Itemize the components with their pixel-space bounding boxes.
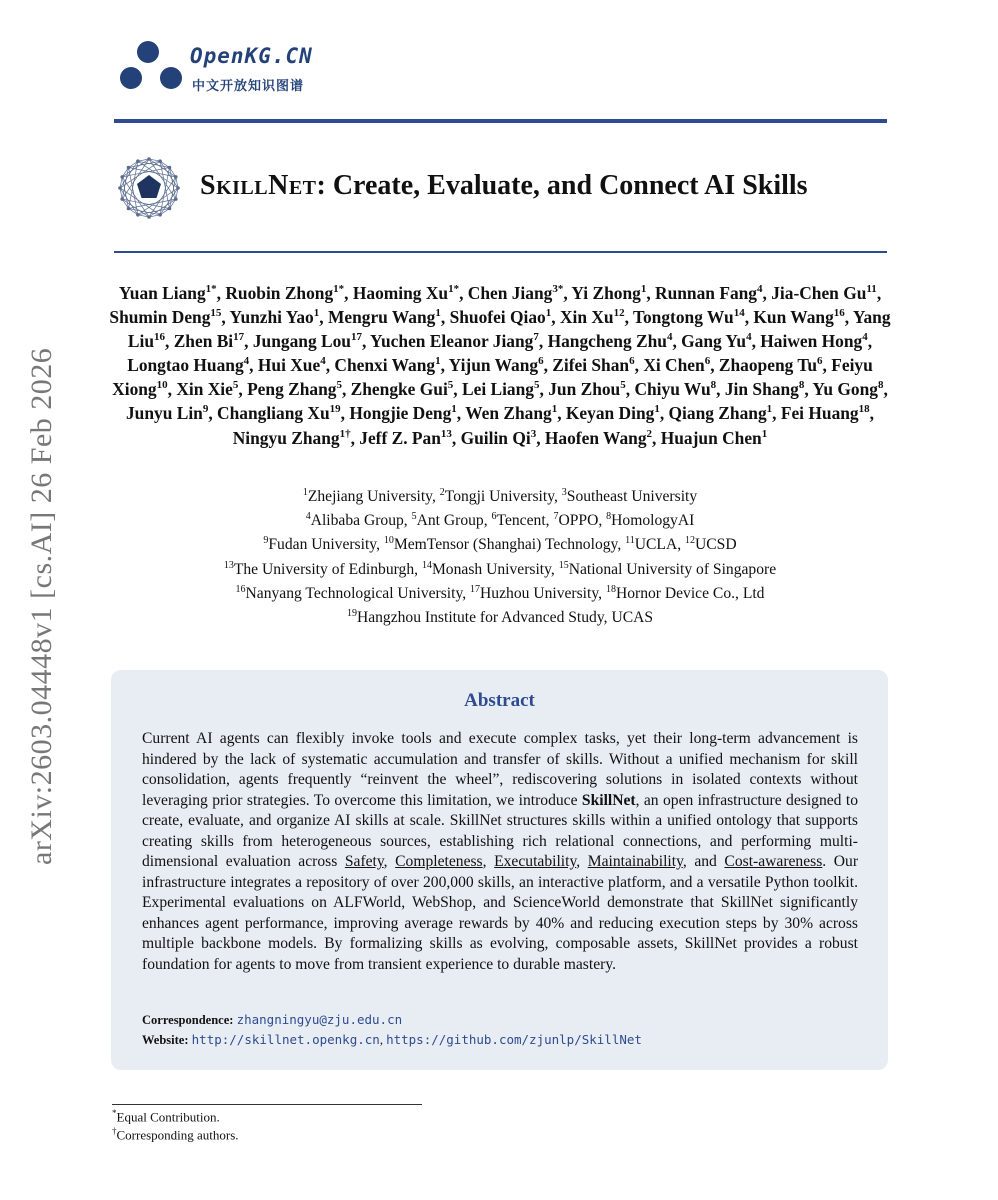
author-name: Wen Zhang (465, 403, 552, 424)
dim-safety: Safety (344, 853, 384, 870)
affiliation-name: OPPO (558, 512, 599, 530)
author-affiliation-mark: 1 (435, 307, 441, 320)
author-name: Mengru Wang (327, 307, 436, 328)
affiliation-line (110, 606, 890, 630)
author-affiliation-mark: 3* (552, 283, 564, 296)
affiliation-name: HomologyAI (611, 512, 695, 530)
author-affiliation-mark: 8 (877, 379, 884, 392)
author-name: Lei Liang (462, 379, 534, 400)
website-link-2[interactable]: https://github.com/zjunlp/SkillNet (386, 1032, 642, 1047)
author-name: Zhen Bi (173, 331, 234, 352)
author-affiliation-mark: 10 (156, 379, 168, 392)
author-name: Yang Liu (127, 307, 891, 352)
affiliation-name: Hangzhou Institute for Advanced Study, UCAS (356, 609, 654, 627)
affiliation-mark: 17 (470, 583, 481, 595)
author-affiliation-mark: 14 (733, 307, 745, 320)
author-name: Yi Zhong (571, 283, 641, 303)
author-name: Yuchen Eleanor Jiang (370, 331, 534, 352)
author-name: Yijun Wang (448, 355, 539, 376)
website-link-1[interactable]: http://skillnet.openkg.cn (191, 1032, 380, 1047)
author-name: Hongjie Deng (349, 403, 452, 424)
affiliation-name: Southeast University (566, 488, 698, 505)
author-affiliation-mark: 6 (538, 355, 544, 368)
author-affiliation-mark: 4 (666, 331, 673, 344)
skillnet-emblem-icon (116, 155, 182, 221)
author-name: Jun Zhou (548, 379, 621, 400)
affiliation-name: Huzhou University (480, 584, 599, 602)
affiliation-mark: 7 (553, 511, 559, 523)
affiliation-name: National University of Singapore (568, 560, 777, 578)
author-affiliation-mark: 9 (202, 403, 209, 416)
author-affiliation-mark: 1† (339, 427, 351, 440)
affiliation-mark: 13 (223, 559, 234, 571)
footnote-text: Equal Contribution. (116, 1109, 220, 1125)
author-affiliation-mark: 1 (545, 307, 552, 320)
author-affiliation-mark: 5 (447, 379, 454, 392)
author-affiliation-mark: 1* (448, 283, 460, 296)
author-affiliation-mark: 1* (333, 283, 345, 296)
author-name: Xin Xie (176, 379, 233, 400)
affiliation-line: $^1$Zhejiang University, $^2$Tongji University, $^3$Southeast University (302, 486, 698, 505)
affiliation-mark: 8 (606, 511, 612, 523)
affiliation-mark: 11 (625, 535, 635, 547)
author-affiliation-mark: 17 (350, 331, 362, 344)
abstract-p3: . Our infrastructure integrates a repository of over 200,000 skills, an interactive platform, and a versatile Python toolkit. Experimental evaluations on ALFWorld, WebShop, and ScienceWorld demonstrate that SkillNet significantly enhances agent performance, improving average rewards by 40% and reducing execution steps by 30% across multiple backbone models. By formalizing skills as evolving, composable assets, SkillNet provides a robust foundation for agents to move from transient experience to durable mastery. (142, 853, 859, 973)
affiliation-mark: 16 (235, 583, 246, 595)
author-affiliation-mark: 18 (858, 403, 870, 416)
website-line: Website: http://skillnet.openkg.cn, https://github.com/zjunlp/SkillNet (142, 1032, 642, 1047)
author-affiliation-mark: 1 (654, 403, 660, 416)
affiliation-line: $^9$Fudan University, $^{10}$MemTensor (Shanghai) Technology, $^{11}$UCLA, $^{12}$UCSD (263, 535, 737, 554)
author-name: Ruobin Zhong (225, 283, 334, 303)
author-affiliation-mark: 1 (451, 403, 457, 416)
footnote-equal-contribution (112, 1108, 220, 1125)
affiliation-name: Alibaba Group (310, 512, 404, 530)
author-name: Longtao Huang (127, 355, 244, 376)
affiliation-name: Monash University (431, 560, 551, 578)
author-name: Hui Xue (257, 355, 321, 376)
author-affiliation-mark: 15 (210, 307, 222, 320)
author-affiliation-mark: 17 (233, 331, 245, 344)
author-affiliation-mark: 19 (329, 403, 341, 416)
title-name: SkillNet (200, 170, 317, 201)
author-name: Ningyu Zhang (232, 427, 340, 448)
author-affiliation-mark: 12 (613, 307, 625, 320)
abstract-p1: Current AI agents can flexibly invoke tools and execute complex tasks, yet their long-term advancement is hindered by the lack of systematic accumulation and transfer of skills. Without a unified mechanism for skill consolidation, agents frequently “reinvent the wheel”, rediscovering solutions in isolated contexts without leveraging prior strategies. To overcome this limitation, we introduce (142, 730, 858, 809)
abstract-body: Current AI agents can flexibly invoke tools and execute complex tasks, yet their long-term advancement is hindered by the lack of systematic accumulation and transfer of skills. Without a unified mechanism for skill consolidation, agents frequently “reinvent the wheel”, rediscovering solutions in isolated contexts without leveraging prior strategies. To overcome this limitation, we introduce SkillNet, an open infrastructure designed to create, evaluate, and organize AI skills at scale. SkillNet structures skills within a unified ontology that supports creating skills from heterogeneous sources, establishing rich relational connections, and performing multi-dimensional evaluation across Safety, Completeness, Executability, Maintainability, and Cost-awareness. Our infrastructure integrates a repository of over 200,000 skills, an interactive platform, and a versatile Python toolkit. Experimental evaluations on ALFWorld, WebShop, and ScienceWorld demonstrate that SkillNet significantly enhances agent performance, improving average rewards by 40% and reducing execution steps by 30% across multiple backbone models. By formalizing skills as evolving, composable assets, SkillNet provides a robust foundation for agents to move from transient experience to durable mastery. (142, 730, 859, 973)
dim-maintainability: Maintainability (587, 853, 683, 870)
affiliation-name: UCLA (634, 536, 678, 554)
author-name: Xi Chen (643, 355, 705, 376)
author-affiliation-mark: 6 (704, 355, 711, 368)
affiliation-name: Tongji University (444, 488, 554, 505)
author-affiliation-mark: 4 (757, 283, 763, 296)
affiliation-line: $^{16}$Nanyang Technological University, $^{17}$Huzhou University, $^{18}$Hornor Device Co., Ltd (235, 583, 765, 602)
header-rule (114, 119, 887, 123)
author-name: Huajun Chen (660, 427, 762, 448)
title-rest: : Create, Evaluate, and Connect AI Skills (316, 170, 808, 201)
affiliation-name: UCSD (695, 536, 737, 554)
author-name: Shumin Deng (109, 307, 211, 328)
author-name: Hangcheng Zhu (547, 331, 667, 352)
affiliation-name: The University of Edinburgh (233, 560, 415, 578)
arxiv-stamp: arXiv:2603.04448v1 [cs.AI] 26 Feb 2026 (25, 347, 58, 865)
author-name: Zifei Shan (552, 355, 630, 376)
affiliation-mark: 18 (605, 583, 616, 595)
author-name: Yu Gong (812, 379, 878, 400)
affiliation-mark: 2 (439, 486, 445, 498)
footnote-rule (112, 1104, 422, 1105)
author-affiliation-mark: 1 (766, 403, 773, 416)
footnote-corresponding (112, 1126, 239, 1143)
author-name: Keyan Ding (565, 403, 655, 424)
author-name: Peng Zhang (247, 379, 337, 400)
website-label: Website: (142, 1033, 189, 1047)
author-affiliation-mark: 16 (154, 331, 165, 344)
author-name: Jeff Z. Pan (359, 427, 441, 448)
affiliation-name: Zhejiang University (307, 488, 432, 505)
affiliation-line: $^4$Alibaba Group, $^5$Ant Group, $^6$Tencent, $^7$OPPO, $^8$HomologyAI (305, 511, 695, 530)
author-name: Gang Yu (681, 331, 747, 352)
title-rule (114, 251, 887, 253)
author-affiliation-mark: 6 (817, 355, 823, 368)
affiliation-mark: 1 (302, 486, 308, 498)
author-affiliation-mark: 8 (798, 379, 805, 392)
author-name: Yuan Liang (118, 283, 206, 303)
author-affiliation-mark: 4 (746, 331, 752, 344)
author-name: Jungang Lou (252, 331, 351, 352)
author-affiliation-mark: 5 (336, 379, 342, 392)
author-name: Junyu Lin (125, 403, 203, 424)
affiliation-name: Nanyang Technological University (245, 584, 463, 602)
footnote-text: Corresponding authors. (116, 1127, 239, 1143)
affiliation-mark: 12 (685, 535, 696, 547)
dim-executability: Executability (494, 853, 577, 870)
correspondence-email-link[interactable]: zhangningyu@zju.edu.cn (236, 1012, 403, 1027)
author-affiliation-mark: 5 (534, 379, 540, 392)
author-affiliation-mark: 3 (530, 427, 537, 440)
affiliation-mark: 6 (491, 511, 497, 523)
dim-cost-awareness: Cost-awareness (724, 853, 823, 870)
affiliation-mark: 15 (558, 559, 569, 571)
author-name: Shuofei Qiao (449, 307, 546, 328)
author-name: Chiyu Wu (634, 379, 711, 400)
author-affiliation-mark: 1* (205, 283, 217, 296)
author-affiliation-mark: 2 (646, 427, 653, 440)
affiliation-mark: 3 (561, 486, 567, 498)
author-name: Guilin Qi (460, 427, 531, 448)
author-name: Haoming Xu (352, 283, 449, 303)
affiliation-name: Tencent (496, 512, 546, 530)
author-name: Chenxi Wang (334, 355, 436, 376)
affiliation-mark: 9 (263, 535, 269, 547)
affiliation-mark: 19 (346, 607, 357, 619)
author-affiliation-mark: 8 (710, 379, 717, 392)
affiliation-mark: 14 (421, 559, 432, 571)
author-name: Chen Jiang (467, 283, 553, 303)
author-affiliation-mark: 1 (435, 355, 441, 368)
affiliation-name: Fudan University (268, 536, 377, 554)
abstract-bold-skillnet: SkillNet (581, 791, 636, 809)
author-affiliation-mark: 1 (313, 307, 320, 320)
footnote-mark: † (112, 1126, 117, 1136)
author-name: Qiang Zhang (668, 403, 767, 424)
author-affiliation-mark: 6 (629, 355, 635, 368)
logo-name: OpenKG.CN (190, 44, 313, 68)
author-affiliation-mark: 1 (761, 427, 768, 440)
correspondence-line (142, 1012, 402, 1028)
author-name: Tongtong Wu (632, 307, 734, 328)
author-name: Haiwen Hong (760, 331, 863, 352)
affiliation-mark: 5 (411, 511, 417, 523)
author-name: Xin Xu (559, 307, 614, 328)
author-name: Yunzhi Yao (229, 307, 314, 328)
affiliation-list (110, 485, 890, 630)
abstract-heading: Abstract (464, 690, 535, 711)
footnote-mark: * (112, 1108, 117, 1118)
logo-tagline: 中文开放知识图谱 (192, 79, 305, 94)
author-affiliation-mark: 4 (243, 355, 250, 368)
author-name: Zhaopeng Tu (718, 355, 818, 376)
author-name: Jin Shang (724, 379, 799, 400)
author-affiliation-mark: 1 (551, 403, 558, 416)
affiliation-mark: 10 (383, 535, 394, 547)
author-affiliation-mark: 1 (640, 283, 647, 296)
author-name: Fei Huang (780, 403, 859, 424)
abstract-p2: , an open infrastructure designed to create, evaluate, and organize AI skills at scale. SkillNet structures skills within a unified ontology that supports creating skills from heterogeneous sources, establishing rich relational connections, and performing multi-dimensional evaluation across (142, 791, 858, 870)
affiliation-name: Ant Group (416, 512, 484, 530)
author-affiliation-mark: 5 (620, 379, 626, 392)
abstract-and: and (694, 853, 717, 870)
affiliation-mark: 4 (305, 511, 311, 523)
author-name: Haofen Wang (544, 427, 647, 448)
author-name: Kun Wang (753, 307, 834, 328)
author-affiliation-mark: 11 (866, 283, 877, 296)
affiliation-name: MemTensor (Shanghai) Technology (393, 536, 618, 554)
author-name: Zhengke Gui (350, 379, 448, 400)
dim-completeness: Completeness (395, 853, 483, 870)
author-name: Feiyu Xiong (112, 355, 873, 400)
author-affiliation-mark: 5 (232, 379, 239, 392)
author-affiliation-mark: 13 (440, 427, 452, 440)
author-name: Changliang Xu (217, 403, 330, 424)
affiliation-line: $^{13}$The University of Edinburgh, $^{14}$Monash University, $^{15}$National University of Singapore (223, 559, 777, 578)
author-name: Runnan Fang (655, 283, 758, 303)
author-affiliation-mark: 16 (833, 307, 845, 320)
paper-title (200, 170, 808, 202)
author-affiliation-mark: 7 (533, 331, 539, 344)
author-name: Jia-Chen Gu (771, 283, 867, 303)
correspondence-label: Correspondence: (142, 1013, 234, 1027)
author-list: Yuan Liang$^{1*}$, Ruobin Zhong$^{1*}$, Haoming $Xu^{1*}$, Chen Jiang$^{3*}$, Yi Zhong$^1$, Runnan Fang$^4$, Jia-Chen Gu$^{11}$, Shumin Deng$^{15}$, Yunzhi Yao$^1$, Mengru Wang$^1$, Shuofei Qiao$^1$, Xin Xu$^{12}$, Tongtong Wu$^{14}$, Kun Wang$^{16}$, Yang Liu$^{16}$, Zhen Bi$^{17}$, Jungang Lou$^{17}$, Yuchen Eleanor Jiang$^7$, Hangcheng Zhu$^4$, Gang Yu$^4$, Haiwen Hong$^4$, Longtao Huang$^4$, Hui Xue$^4$, Chenxi Wang$^1$, Yijun Wang$^6$, Zifei Shan$^6$, Xi Chen$^6$, Zhaopeng Tu$^6$, Feiyu Xiong$^{10}$, Xin Xie$^5$, Peng Zhang$^5$, Zhengke Gui$^5$, Lei Liang$^5$, Jun Zhou$^5$, Chiyu Wu$^8$, Jin Shang$^8$, Yu Gong$^8$, Junyu Lin$^9$, Changliang Xu$^{19}$, Hongjie Deng$^1$, Wen Zhang$^1$, Keyan Ding$^1$, Qiang Zhang$^1$, Fei Huang$^{18}$, Ningyu Zhang$^{1\dagger}$, Jeff Z. Pan$^{13}$, Guilin Qi$^3$, Haofen Wang$^2$, Huajun Chen$^1$ (109, 283, 891, 448)
author-affiliation-mark: 4 (862, 331, 868, 344)
author-affiliation-mark: 4 (320, 355, 326, 368)
affiliation-name: Hornor Device Co., Ltd (615, 584, 765, 602)
